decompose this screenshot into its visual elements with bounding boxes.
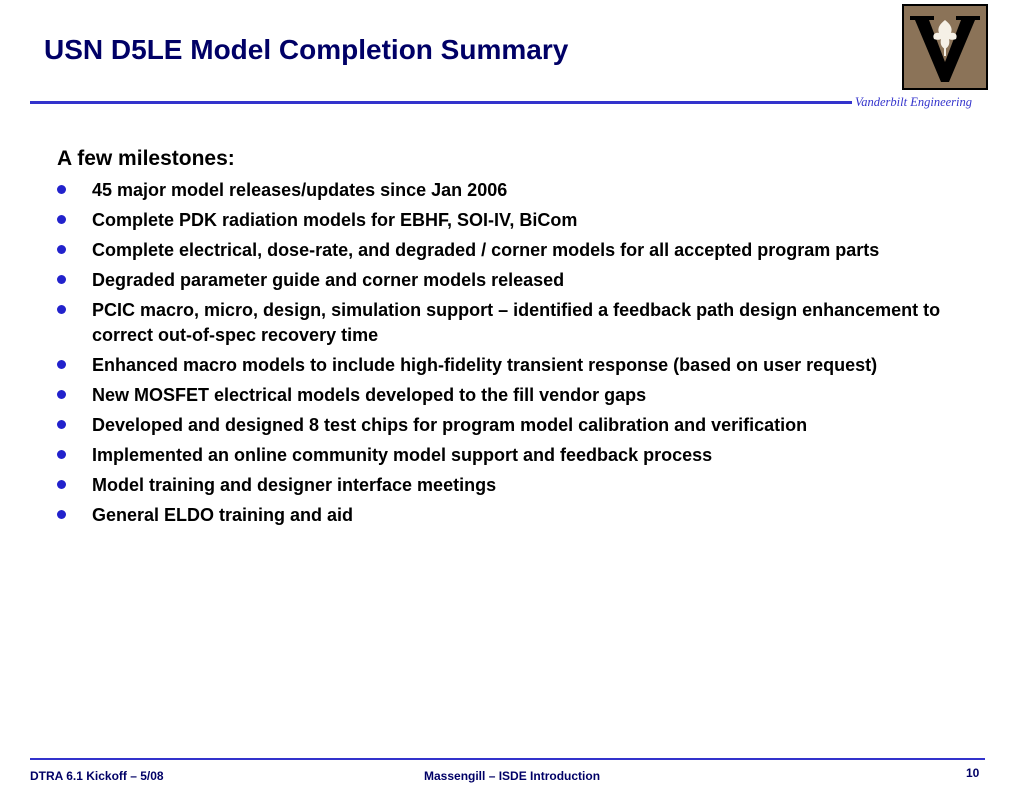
bullet-icon [57, 390, 66, 399]
vanderbilt-v-oak-leaf-logo-icon [904, 6, 986, 88]
header-divider [30, 101, 852, 104]
bullet-icon [57, 185, 66, 194]
bullet-icon [57, 305, 66, 314]
bullet-icon [57, 275, 66, 284]
list-item [57, 238, 957, 263]
bullet-icon [57, 480, 66, 489]
list-item-text: Implemented an online community model support and feedback process [92, 444, 713, 465]
list-item [57, 268, 957, 293]
bullet-icon [57, 215, 66, 224]
footer-presenter-label: Massengill – ISDE Introduction [424, 769, 601, 783]
list-item-text: Developed and designed 8 test chips for program model calibration and verification [92, 414, 808, 435]
list-item [57, 208, 957, 233]
list-item-text: New MOSFET electrical models developed to the fill vendor gaps [92, 384, 647, 405]
bullet-icon [57, 450, 66, 459]
bullet-icon [57, 510, 66, 519]
list-item [57, 383, 957, 408]
list-item-text: PCIC macro, micro, design, simulation support – identified a feedback path design enhancement to correct out-of-spec recovery time [92, 300, 941, 345]
list-item [57, 473, 957, 498]
list-item [57, 178, 957, 203]
bullet-icon [57, 245, 66, 254]
list-item-text: Model training and designer interface meetings [92, 474, 497, 495]
list-item [57, 503, 957, 528]
milestones-heading: A few milestones: [57, 147, 235, 170]
list-item-text: Complete electrical, dose-rate, and degraded / corner models for all accepted program parts [92, 240, 880, 260]
list-item-text: General ELDO training and aid [92, 504, 354, 525]
list-item-text: 45 major model releases/updates since Jan 2006 [92, 180, 508, 200]
milestones-list [57, 178, 957, 533]
list-item [57, 353, 957, 378]
list-item [57, 443, 957, 468]
bullet-icon [57, 360, 66, 369]
brand-label: Vanderbilt Engineering [855, 95, 972, 109]
list-item-text: Complete PDK radiation models for EBHF, SOI-IV, BiCom [92, 210, 578, 230]
footer-divider [30, 758, 985, 760]
page-number: 10 [966, 766, 980, 780]
bullet-icon [57, 420, 66, 429]
slide-title: USN D5LE Model Completion Summary [44, 34, 569, 65]
list-item [57, 413, 957, 438]
list-item [57, 298, 957, 347]
list-item-text: Enhanced macro models to include high-fidelity transient response (based on user request) [92, 354, 878, 375]
vanderbilt-logo [902, 4, 988, 90]
list-item-text: Degraded parameter guide and corner models released [92, 270, 565, 290]
footer-event-label: DTRA 6.1 Kickoff – 5/08 [30, 769, 164, 783]
